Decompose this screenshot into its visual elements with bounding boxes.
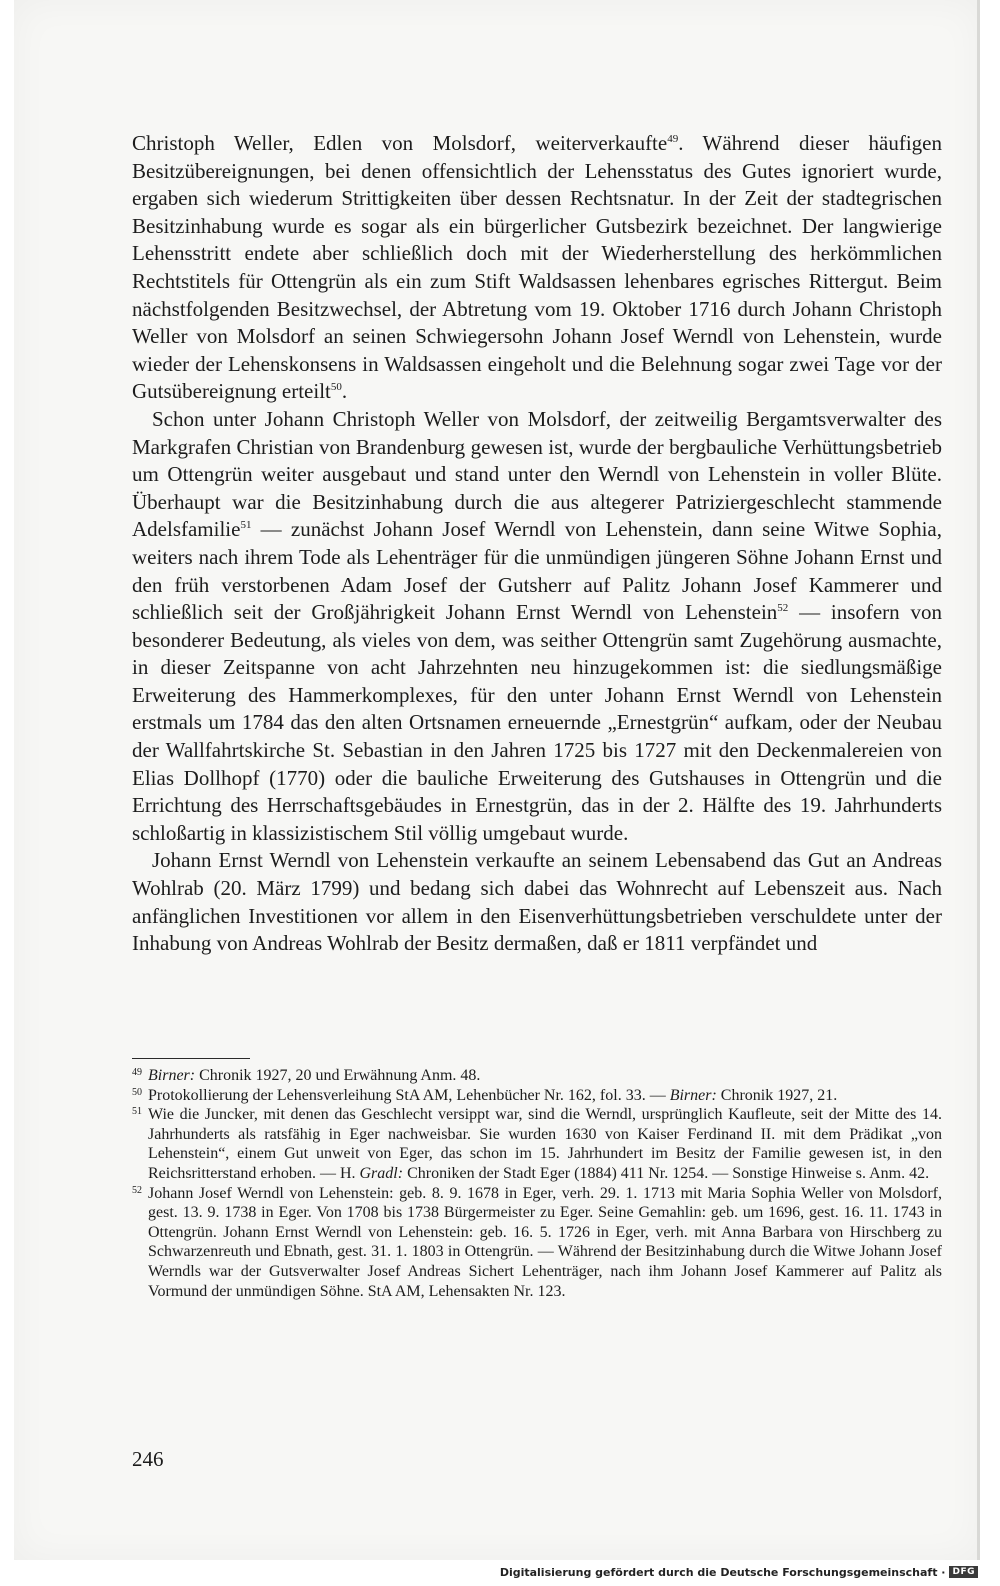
digitization-notice xyxy=(500,1562,978,1582)
text-run: Johann Josef Werndl von Lehenstein: geb. 8. 9. 1678 in Eger, verh. 29. 1. 1713 mit Maria Sophia Weller von Molsdorf, gest. 13. 9. 1738 in Eger. Von 1708 bis 1738 Bürgermeister zu Eger. Seine Gemahlin: geb. um 1696, gest. 16. 11. 1743 in Ottengrün. Johann Ernst Werndl von Lehenstein: geb. 16. 5. 1726 in Eger, verh. mit Anna Barbara von Hirschberg zu Schwarzenreuth und Ebnath, gest. 31. 1. 1803 in Ottengrün. — Während der Besitzinhabung durch die Witwe Johann Josef Werndls war der Gutsverwalter Josef Andreas Sichert Lehenträger, nach ihm Johann Josef Kammerer auf Palitz als Vormund der unmündigen Söhne. StA AM, Lehensakten Nr. 123. xyxy=(148,1184,942,1300)
text-run: . Während dieser häufigen Besitzübereignungen, bei denen offensichtlich der Lehensstatus des Gutes ignoriert wurde, ergaben sich wiederum Strittigkeiten über dessen Rechtsnatur. In der Zeit der stadtegrischen Besitzinhabung wurde es sogar als ein bürgerlicher Gutsbezirk bezeichnet. Der langwierige Lehensstritt endete aber schließlich doch mit der Wiederherstellung des herkömmlichen Rechtstitels für Ottengrün als ein zum Stift Waldsassen lehenbares egrisches Rittergut. Beim nächstfolgenden Besitzwechsel, der Abtretung vom 19. Oktober 1716 durch Johann Christoph Weller von Molsdorf an seinen Schwiegersohn Johann Josef Werndl von Lehenstein, wurde wieder der Lehenskonsens in Waldsassen eingeholt und die Belehnung sogar zwei Tage vor der Gutsübereignung erteilt xyxy=(132,131,943,404)
footnote-reference: 50 xyxy=(330,381,342,394)
footnote-number: 52 xyxy=(132,1184,142,1196)
footnotes xyxy=(132,1066,942,1301)
text-run: Johann Ernst Werndl von Lehenstein verkaufte an seinem Lebensabend das Gut an Andreas Wohlrab (20. März 1799) und bedang sich dabei das Wohnrecht auf Lebenszeit aus. Nach anfänglichen Investitionen vor allem in den Eisenverhüttungsbetrieben verschuldete unter der Inhabung von Andreas Wohlrab der Besitz dermaßen, daß er 1811 verpfändet und xyxy=(132,848,942,956)
page-number: 246 xyxy=(132,1447,164,1471)
footnote-divider xyxy=(132,1058,250,1059)
text-run: Chroniken der Stadt Eger (1884) 411 Nr. 1254. — Sonstige Hinweise s. Anm. 42. xyxy=(403,1164,930,1182)
body-paragraph xyxy=(132,847,942,957)
text-run: — zunächst Johann Josef Werndl von Lehenstein, dann seine Witwe Sophia, weiters nach ihrem Tode als Lehenträger für die unmündigen jüngeren Söhne Johann Ernst und den früh verstorbenen Adam Josef der Gutsherr auf Palitz Johann Josef Kammerer und schließlich seit der Großjährigkeit Johann Ernst Werndl von Lehenstein xyxy=(132,517,942,625)
footnote-number: 51 xyxy=(132,1106,142,1118)
footnote-reference: 49 xyxy=(667,133,679,145)
digitization-notice-text: Digitalisierung gefördert durch die Deutsche Forschungsgemeinschaft · xyxy=(499,1565,946,1579)
footnote-number: 49 xyxy=(132,1067,142,1078)
footnote xyxy=(132,1184,942,1302)
footnote xyxy=(132,1105,942,1183)
footnote-reference: 51 xyxy=(240,519,252,532)
body-paragraph xyxy=(132,130,942,406)
body-paragraph xyxy=(132,406,942,848)
cited-author: Gradl: xyxy=(359,1164,404,1182)
cited-author: Birner: xyxy=(669,1086,717,1104)
text-run: Schon unter Johann Christoph Weller von Molsdorf, der zeitweilig Bergamtsverwalter des Markgrafen Christian von Brandenburg gewesen ist, wurde der bergbauliche Verhüttungsbetrieb um Ottengrün weiter ausgebaut und stand unter den Werndl von Lehenstein in voller Blüte. Überhaupt war die Besitzinhabung durch die aus altegerer Patriziergeschlecht stammende Adelsfamilie xyxy=(132,406,942,542)
text-run: . xyxy=(341,379,348,404)
dfg-logo: DFG xyxy=(949,1566,978,1578)
text-run: Protokollierung der Lehensverleihung StA AM, Lehenbücher Nr. 162, fol. 33. — xyxy=(148,1086,670,1104)
main-text xyxy=(132,130,942,958)
footnote xyxy=(132,1066,942,1086)
footnote xyxy=(132,1086,942,1106)
text-run: Chronik 1927, 21. xyxy=(716,1086,838,1104)
text-run: — insofern von besonderer Bedeutung, als vieles von dem, was seither Ottengrün samt Zugehörung ausmachte, in dieser Zeitspanne von acht Jahrzehnten neu hinzugekommen ist: die siedlungsmäßige Erweiterung des Hammerkomplexes, für den unter Johann Ernst Werndl von Lehenstein erstmals um 1784 das den alten Ortsnamen erneuernde „Ernestgrün“ aufkam, oder der Neubau der Wallfahrtskirche St. Sebastian in den Jahren 1725 bis 1727 mit den Deckenmalereien von Elias Dollhopf (1770) oder die bauliche Erweiterung des Gutshauses in Ottengrün und die Errichtung des Herrschaftsgebäudes in Ernestgrün, das in der 2. Hälfte des 19. Jahrhunderts schloßartig in klassizistischem Stil völlig umgebaut wurde. xyxy=(132,600,942,845)
footnote-number: 50 xyxy=(132,1086,142,1098)
cited-author: Birner: xyxy=(148,1067,196,1084)
text-run: Wie die Juncker, mit denen das Geschlecht versippt war, sind die Werndl, ursprünglich Kaufleute, seit der Mitte des 14. Jahrhunderts als ratsfähig in Eger nachweisbar. Sie wurden 1630 von Kaiser Ferdinand II. mit dem Prädikat „von Lehenstein“, einem Gut unweit von Eger, das schon im 15. Jahrhundert im Besitz der Familie gewesen ist, in den Reichsritterstand erhoben. — H. xyxy=(148,1106,942,1182)
text-run: Chronik 1927, 20 und Erwähnung Anm. 48. xyxy=(195,1067,481,1084)
footnote-reference: 52 xyxy=(777,602,789,615)
scan-edge-shadow xyxy=(977,0,980,1560)
text-run: Christoph Weller, Edlen von Molsdorf, weiterverkaufte xyxy=(132,131,668,155)
